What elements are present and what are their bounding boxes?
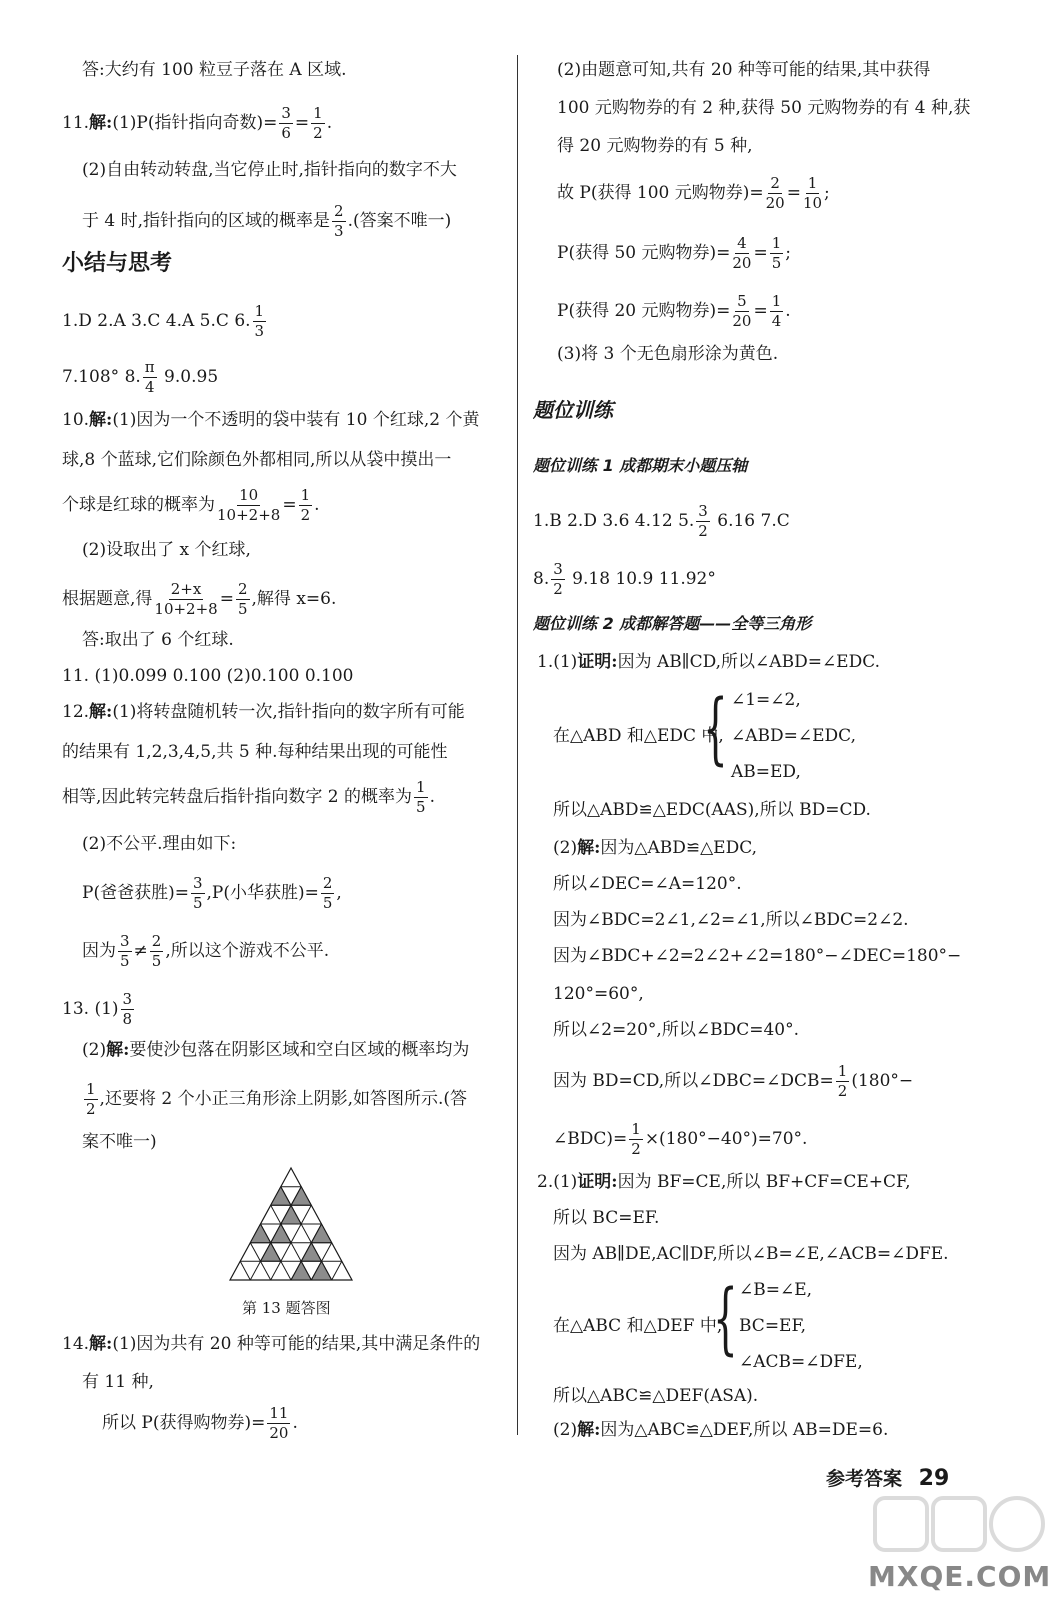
q12-line3: 相等,因此转完转盘后指针指向数字 2 的概率为 $\frac{1}{5}$ . <box>62 778 435 816</box>
r-line3: 得 20 元购物券的有 5 种, <box>557 136 753 156</box>
watermark-text: MXQE.COM <box>868 1560 1052 1593</box>
r-line4: 故 P(获得 100 元购物券)= $\frac{2}{20}$ = $\frac{1}{10}$ ; <box>557 174 830 212</box>
q14-line3: 所以 P(获得购物券)= $\frac{11}{20}$ . <box>102 1404 298 1442</box>
system-eq-3: AB=ED, <box>731 762 801 782</box>
q13-line3: $\frac{1}{2}$ ,还要将 2 个小正三角形涂上阴影,如答图所示.(答 <box>86 1080 468 1118</box>
training-1-answers-a: 1.B 2.D 3.6 4.12 5. $\frac{3}{2}$ 6.16 7.C <box>533 502 790 540</box>
answers-7-9: 7.108° 8. $\frac{\pi}{4}$ 9.0.95 <box>62 358 219 396</box>
training-1-answers-b: 8. $\frac{3}{2}$ 9.18 10.9 11.92° <box>533 560 716 598</box>
q10-line6: 答:取出了 6 个红球. <box>82 630 234 650</box>
triangle-figure <box>228 1166 354 1282</box>
q12-line1: 12.解:(1)将转盘随机转一次,指针指向的数字所有可能 <box>62 702 465 722</box>
system-lead: 在△ABD 和△EDC 中, <box>553 726 724 746</box>
fraction: $\frac{1}{3}$ <box>254 302 265 340</box>
p2-line1: 2.(1)证明:因为 BF=CE,所以 BF+CF=CE+CF, <box>537 1172 911 1192</box>
fraction: $\frac{3}{2}$ <box>698 502 708 540</box>
r-line7: (3)将 3 个无色扇形涂为黄色. <box>557 344 779 364</box>
q12-line5: P(爸爸获胜)= $\frac{3}{5}$ ,P(小华获胜)= $\frac{2}{5}$ , <box>82 874 342 912</box>
fraction: $\frac{11}{20}$ <box>269 1404 289 1442</box>
fraction: $\frac{5}{20}$ <box>732 292 752 330</box>
p2-line2: 所以 BC=EF. <box>553 1208 660 1228</box>
q11-line1: 11.解:(1)P(指针指向奇数)= $\frac{3}{6}$ = $\frac{1}{2}$ . <box>62 104 333 142</box>
fraction: $\frac{1}{2}$ <box>300 486 311 524</box>
system-eq-1: ∠1=∠2, <box>731 690 801 710</box>
figure-caption: 第 13 题答图 <box>242 1299 331 1317</box>
q13-line1: 13. (1) $\frac{3}{8}$ <box>62 990 133 1028</box>
system-abc-def <box>553 1274 953 1374</box>
fraction: $\frac{1}{4}$ <box>771 292 782 330</box>
fraction: $\frac{1}{2}$ <box>86 1080 96 1118</box>
system-eq-3: ∠ACB=∠DFE, <box>739 1352 863 1372</box>
brace: { <box>703 684 728 774</box>
fraction: $\frac{1}{5}$ <box>771 234 782 272</box>
q10-line2: 球,8 个蓝球,它们除颜色外都相同,所以从袋中摸出一 <box>62 450 452 470</box>
fraction: $\frac{1}{2}$ <box>631 1120 641 1158</box>
page-footer <box>826 1464 949 1491</box>
fraction: $\frac{3}{2}$ <box>553 560 563 598</box>
q12-line2: 的结果有 1,2,3,4,5,共 5 种.每种结果出现的可能性 <box>62 742 448 762</box>
p1-line1: 1.(1)证明:因为 AB∥CD,所以∠ABD=∠EDC. <box>537 652 881 672</box>
system-eq-2: BC=EF, <box>739 1316 807 1336</box>
training-1-heading: 题位训练 1 成都期末小题压轴 <box>533 456 748 475</box>
system-eq-1: ∠B=∠E, <box>739 1280 813 1300</box>
footer-label: 参考答案 <box>826 1468 903 1490</box>
q12-line4: (2)不公平.理由如下: <box>82 834 237 854</box>
fraction: $\frac{2}{20}$ <box>765 174 785 212</box>
fraction: $\frac{1}{2}$ <box>313 104 323 142</box>
p1-line3: 所以△ABD≌△EDC(AAS),所以 BD=CD. <box>553 800 871 820</box>
line-answer-beans: 答:大约有 100 粒豆子落在 A 区域. <box>82 60 347 80</box>
fraction: $\frac{1}{5}$ <box>416 778 426 816</box>
fraction: $\frac{3}{5}$ <box>120 932 130 970</box>
p1-line7: 因为∠BDC+∠2=2∠2+∠2=180°−∠DEC=180°− <box>553 946 962 966</box>
r-line5: P(获得 50 元购物券)= $\frac{4}{20}$ = $\frac{1}{5}$ ; <box>557 234 792 272</box>
system-abd-edc <box>553 684 953 784</box>
fraction: $\frac{3}{8}$ <box>122 990 133 1028</box>
q12-line6: 因为 $\frac{3}{5}$ ≠ $\frac{2}{5}$ ,所以这个游戏不公平. <box>82 932 330 970</box>
p1-line10: 因为 BD=CD,所以∠DBC=∠DCB= $\frac{1}{2}$ (180°− <box>553 1062 914 1100</box>
page-number: 29 <box>918 1466 950 1491</box>
fraction: $\frac{3}{6}$ <box>281 104 291 142</box>
q13-line4: 案不唯一) <box>82 1132 157 1152</box>
training-2-heading: 题位训练 2 成都解答题——全等三角形 <box>533 614 812 633</box>
system-lead: 在△ABC 和△DEF 中, <box>553 1316 723 1336</box>
fraction: $\frac{2}{5}$ <box>237 580 248 618</box>
q11-answers: 11. (1)0.099 0.100 (2)0.100 0.100 <box>62 666 354 686</box>
q10-line5: 根据题意,得 $\frac{2+x}{10+2+8}$ = $\frac{2}{5}$ ,解得 x=6. <box>62 580 337 618</box>
q14-line1: 14.解:(1)因为共有 20 种等可能的结果,其中满足条件的 <box>62 1334 481 1354</box>
fraction: $\frac{2+x}{10+2+8}$ <box>154 580 218 618</box>
system-eq-2: ∠ABD=∠EDC, <box>731 726 856 746</box>
fraction: $\frac{2}{5}$ <box>322 874 333 912</box>
p2-line5: 所以△ABC≌△DEF(ASA). <box>553 1386 759 1406</box>
fraction: $\frac{2}{5}$ <box>151 932 162 970</box>
q10-line3: 个球是红球的概率为 $\frac{10}{10+2+8}$ = $\frac{1}{2}$ . <box>62 486 320 524</box>
brace: { <box>713 1274 738 1364</box>
q10-line1: 10.解:(1)因为一个不透明的袋中装有 10 个红球,2 个黄 <box>62 410 480 430</box>
p2-line3: 因为 AB∥DE,AC∥DF,所以∠B=∠E,∠ACB=∠DFE. <box>553 1244 949 1264</box>
r-line1: (2)由题意可知,共有 20 种等可能的结果,其中获得 <box>557 60 931 80</box>
q10-line4: (2)设取出了 x 个红球, <box>82 540 251 560</box>
fraction: $\frac{4}{20}$ <box>732 234 752 272</box>
p1-line4: (2)解:因为△ABD≌△EDC, <box>553 838 758 858</box>
fraction: $\frac{10}{10+2+8}$ <box>217 486 281 524</box>
p1-line6: 因为∠BDC=2∠1,∠2=∠1,所以∠BDC=2∠2. <box>553 910 909 930</box>
q13-line2: (2)解:要使沙包落在阴影区域和空白区域的概率均为 <box>82 1040 470 1060</box>
fraction: $\frac{1}{2}$ <box>837 1062 848 1100</box>
r-line6: P(获得 20 元购物券)= $\frac{5}{20}$ = $\frac{1}{4}$ . <box>557 292 791 330</box>
p1-line5: 所以∠DEC=∠A=120°. <box>553 874 742 894</box>
fraction: $\frac{3}{5}$ <box>192 874 203 912</box>
column-divider <box>517 55 518 1435</box>
q11-line2: (2)自由转动转盘,当它停止时,指针指向的数字不大 <box>82 160 457 180</box>
fraction: $\frac{2}{3}$ <box>334 202 344 240</box>
fraction: $\frac{1}{10}$ <box>802 174 823 212</box>
answers-1-6: 1.D 2.A 3.C 4.A 5.C 6. $\frac{1}{3}$ <box>62 302 265 340</box>
p1-line11: ∠BDC)= $\frac{1}{2}$ ×(180°−40°)=70°. <box>553 1120 808 1158</box>
p2-line6: (2)解:因为△ABC≌△DEF,所以 AB=DE=6. <box>553 1420 889 1440</box>
section-title-training: 题位训练 <box>533 398 613 422</box>
section-title-summary: 小结与思考 <box>62 251 173 276</box>
q14-line2: 有 11 种, <box>82 1372 154 1392</box>
fraction: $\frac{\pi}{4}$ <box>144 358 155 396</box>
q11-line3: 于 4 时,指针指向的区域的概率是 $\frac{2}{3}$ .(答案不唯一) <box>82 202 452 240</box>
p1-line8: 120°=60°, <box>553 984 644 1004</box>
p1-line9: 所以∠2=20°,所以∠BDC=40°. <box>553 1020 799 1040</box>
r-line2: 100 元购物券的有 2 种,获得 50 元购物券的有 4 种,获 <box>557 98 971 118</box>
